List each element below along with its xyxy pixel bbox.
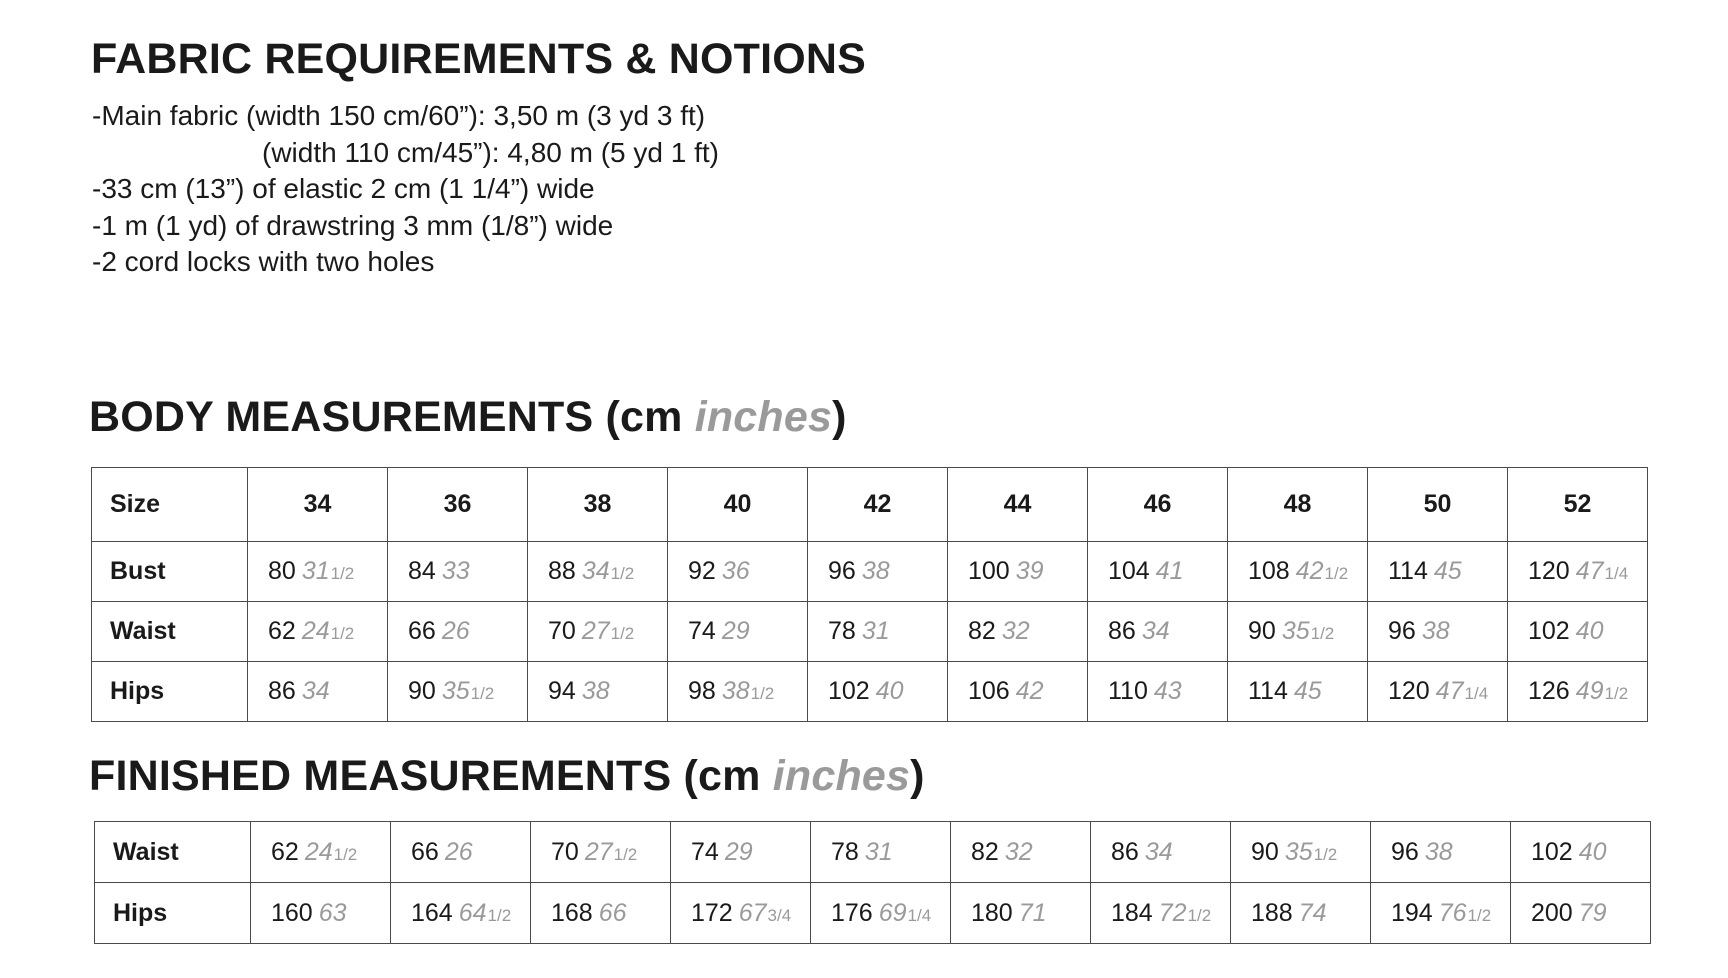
- note-line: -Main fabric (width 150 cm/60”): 3,50 m (3 yd 3 ft): [92, 100, 706, 131]
- measure-cell: [671, 822, 811, 883]
- inch-value: 35: [1284, 837, 1313, 866]
- cm-value: 90: [1248, 617, 1276, 645]
- inch-value: 40: [1578, 837, 1607, 866]
- inch-value: 24: [301, 617, 330, 645]
- measure-cell: [1228, 602, 1368, 662]
- cm-value: 200: [1531, 898, 1573, 927]
- note-line: -1 m (1 yd) of drawstring 3 mm (1/8”) wide: [92, 209, 614, 241]
- inch-fraction: 1/2: [613, 844, 638, 864]
- measure-cell: [808, 662, 948, 722]
- inch-value: 76: [1438, 898, 1467, 927]
- inch-value: 49: [1575, 677, 1604, 705]
- measure-cell: [1368, 602, 1508, 662]
- inch-value: 38: [861, 557, 890, 585]
- inch-value: 42: [1295, 557, 1324, 585]
- cm-value: 70: [551, 837, 579, 866]
- measure-cell: [531, 883, 671, 944]
- title-close: ): [910, 752, 925, 800]
- measure-cell: [531, 822, 671, 883]
- measure-cell: [948, 542, 1088, 602]
- inch-value: 38: [1424, 837, 1453, 866]
- cm-value: 88: [548, 557, 576, 585]
- measure-cell: [251, 822, 391, 883]
- table-row: [95, 883, 1651, 944]
- cm-value: 82: [968, 617, 996, 645]
- cm-value: 120: [1388, 677, 1430, 705]
- inch-fraction: 3/4: [767, 905, 792, 925]
- measure-cell: [1228, 542, 1368, 602]
- measure-cell: [391, 883, 531, 944]
- cm-value: 176: [831, 898, 873, 927]
- cm-value: 164: [411, 898, 453, 927]
- cm-value: 184: [1111, 898, 1153, 927]
- title-inches: inches: [694, 393, 833, 441]
- cm-value: 172: [691, 898, 733, 927]
- inch-value: 31: [301, 557, 330, 585]
- measure-cell: [391, 822, 531, 883]
- measure-cell: [951, 822, 1091, 883]
- measure-cell: [811, 822, 951, 883]
- inch-value: 79: [1578, 898, 1607, 927]
- measure-cell: [811, 883, 951, 944]
- measure-cell: [1508, 602, 1648, 662]
- inch-value: 69: [878, 898, 907, 927]
- inch-value: 72: [1158, 898, 1187, 927]
- inch-value: 74: [1298, 898, 1327, 927]
- inch-value: 47: [1435, 677, 1464, 705]
- measure-cell: [1511, 822, 1651, 883]
- measure-cell: [668, 662, 808, 722]
- cm-value: 102: [1528, 617, 1570, 645]
- inch-fraction: 1/2: [330, 624, 355, 643]
- measure-cell: [1508, 662, 1648, 722]
- inch-value: 36: [721, 557, 750, 585]
- inch-value: 64: [458, 898, 487, 927]
- row-label: Hips: [95, 883, 251, 944]
- measure-cell: [668, 542, 808, 602]
- cm-value: 114: [1248, 677, 1288, 705]
- body-measurements-title: [89, 393, 847, 441]
- measure-cell: [948, 662, 1088, 722]
- inch-value: 39: [1015, 557, 1044, 585]
- cm-value: 86: [268, 677, 296, 705]
- measure-cell: [1091, 883, 1231, 944]
- measure-cell: [528, 662, 668, 722]
- inch-value: 31: [864, 837, 893, 866]
- cm-value: 74: [691, 837, 719, 866]
- measure-cell: [388, 662, 528, 722]
- finished-measurements-table: [94, 821, 1651, 944]
- inch-fraction: 1/2: [1604, 684, 1629, 703]
- inch-fraction: 1/2: [1313, 844, 1338, 864]
- inch-value: 32: [1001, 617, 1030, 645]
- size-header: 50: [1368, 468, 1508, 542]
- cm-value: 120: [1528, 557, 1570, 585]
- measure-cell: [1088, 602, 1228, 662]
- size-header: 46: [1088, 468, 1228, 542]
- cm-value: 100: [968, 557, 1010, 585]
- inch-fraction: 1/4: [1464, 684, 1489, 703]
- inch-value: 34: [581, 557, 610, 585]
- inch-fraction: 1/4: [907, 905, 932, 925]
- table-row: [95, 822, 1651, 883]
- cm-value: 62: [268, 617, 296, 645]
- measure-cell: [808, 542, 948, 602]
- inch-value: 45: [1433, 557, 1462, 585]
- cm-value: 90: [1251, 837, 1279, 866]
- inch-value: 45: [1293, 677, 1322, 705]
- inch-fraction: 1/2: [1467, 905, 1492, 925]
- inch-value: 41: [1155, 557, 1184, 585]
- inch-value: 29: [724, 837, 753, 866]
- title-inches: inches: [772, 752, 911, 800]
- cm-value: 78: [828, 617, 856, 645]
- measure-cell: [388, 542, 528, 602]
- inch-value: 71: [1018, 898, 1047, 927]
- cm-value: 96: [828, 557, 856, 585]
- fabric-title: FABRIC REQUIREMENTS & NOTIONS: [91, 35, 867, 83]
- measure-cell: [1368, 662, 1508, 722]
- size-header: 48: [1228, 468, 1368, 542]
- title-close: ): [832, 393, 847, 441]
- inch-value: 35: [441, 677, 470, 705]
- measure-cell: [1231, 883, 1371, 944]
- cm-value: 86: [1111, 837, 1139, 866]
- row-label: Waist: [92, 602, 248, 662]
- cm-value: 194: [1391, 898, 1433, 927]
- cm-value: 66: [408, 617, 436, 645]
- note-line: (width 110 cm/45”): 4,80 m (5 yd 1 ft): [262, 136, 719, 168]
- inch-value: 40: [1575, 617, 1604, 645]
- measure-cell: [1088, 542, 1228, 602]
- cm-value: 160: [271, 898, 313, 927]
- inch-value: 27: [581, 617, 610, 645]
- measure-cell: [388, 602, 528, 662]
- inch-fraction: 1/2: [610, 564, 635, 583]
- inch-fraction: 1/4: [1604, 564, 1629, 583]
- measure-cell: [951, 883, 1091, 944]
- inch-value: 26: [444, 837, 473, 866]
- measure-cell: [1228, 662, 1368, 722]
- cm-value: 102: [1531, 837, 1573, 866]
- inch-value: 31: [861, 617, 890, 645]
- measure-cell: [668, 602, 808, 662]
- cm-value: 188: [1251, 898, 1293, 927]
- inch-value: 40: [875, 677, 904, 705]
- inch-fraction: 1/2: [1187, 905, 1212, 925]
- cm-value: 180: [971, 898, 1013, 927]
- size-header: 52: [1508, 468, 1648, 542]
- inch-value: 26: [441, 617, 470, 645]
- cm-value: 84: [408, 557, 436, 585]
- measure-cell: [528, 542, 668, 602]
- inch-value: 29: [721, 617, 750, 645]
- size-header: 34: [248, 468, 388, 542]
- inch-value: 66: [598, 898, 627, 927]
- cm-value: 86: [1108, 617, 1136, 645]
- measure-cell: [1371, 883, 1511, 944]
- measure-cell: [1091, 822, 1231, 883]
- inch-value: 34: [1141, 617, 1170, 645]
- measure-cell: [808, 602, 948, 662]
- inch-value: 24: [304, 837, 333, 866]
- inch-fraction: 1/2: [750, 684, 775, 703]
- inch-fraction: 1/2: [610, 624, 635, 643]
- measure-cell: [248, 662, 388, 722]
- cm-value: 98: [688, 677, 716, 705]
- title-main: FINISHED MEASUREMENTS (cm: [89, 752, 773, 800]
- inch-value: 34: [301, 677, 330, 705]
- cm-value: 70: [548, 617, 576, 645]
- table-row: [92, 542, 1648, 602]
- size-header: 36: [388, 468, 528, 542]
- measure-cell: [248, 542, 388, 602]
- inch-value: 27: [584, 837, 613, 866]
- measure-cell: [251, 883, 391, 944]
- cm-value: 90: [408, 677, 436, 705]
- cm-value: 92: [688, 557, 716, 585]
- inch-fraction: 1/2: [1324, 564, 1349, 583]
- measure-cell: [948, 602, 1088, 662]
- inch-fraction: 1/2: [333, 844, 358, 864]
- measure-cell: [248, 602, 388, 662]
- inch-value: 32: [1004, 837, 1033, 866]
- inch-fraction: 1/2: [330, 564, 355, 583]
- inch-value: 43: [1153, 677, 1182, 705]
- finished-measurements-title: [89, 752, 925, 800]
- cm-value: 66: [411, 837, 439, 866]
- row-label: Hips: [92, 662, 248, 722]
- row-label: Waist: [95, 822, 251, 883]
- table-row: [92, 662, 1648, 722]
- cm-value: 82: [971, 837, 999, 866]
- measure-cell: [1371, 822, 1511, 883]
- inch-value: 38: [1421, 617, 1450, 645]
- cm-value: 114: [1388, 557, 1428, 585]
- fabric-notes: [92, 98, 719, 281]
- inch-value: 33: [441, 557, 470, 585]
- inch-value: 63: [318, 898, 347, 927]
- cm-value: 94: [548, 677, 576, 705]
- inch-fraction: 1/2: [487, 905, 512, 925]
- table-row: [92, 602, 1648, 662]
- body-measurements-table: [91, 467, 1648, 722]
- inch-fraction: 1/2: [1310, 624, 1335, 643]
- size-header: 42: [808, 468, 948, 542]
- header-row: [92, 468, 1648, 542]
- cm-value: 96: [1388, 617, 1416, 645]
- cm-value: 126: [1528, 677, 1570, 705]
- cm-value: 78: [831, 837, 859, 866]
- cm-value: 96: [1391, 837, 1419, 866]
- cm-value: 80: [268, 557, 296, 585]
- cm-value: 74: [688, 617, 716, 645]
- inch-value: 67: [738, 898, 767, 927]
- inch-value: 35: [1281, 617, 1310, 645]
- inch-value: 34: [1144, 837, 1173, 866]
- size-label: Size: [92, 468, 248, 542]
- inch-fraction: 1/2: [470, 684, 495, 703]
- inch-value: 38: [581, 677, 610, 705]
- measure-cell: [1508, 542, 1648, 602]
- inch-value: 47: [1575, 557, 1604, 585]
- row-label: Bust: [92, 542, 248, 602]
- cm-value: 104: [1108, 557, 1150, 585]
- measure-cell: [1511, 883, 1651, 944]
- size-header: 40: [668, 468, 808, 542]
- measure-cell: [1368, 542, 1508, 602]
- cm-value: 62: [271, 837, 299, 866]
- measure-cell: [1088, 662, 1228, 722]
- cm-value: 108: [1248, 557, 1290, 585]
- title-main: BODY MEASUREMENTS (cm: [89, 393, 695, 441]
- cm-value: 102: [828, 677, 870, 705]
- cm-value: 106: [968, 677, 1010, 705]
- inch-value: 42: [1015, 677, 1044, 705]
- measure-cell: [528, 602, 668, 662]
- measure-cell: [1231, 822, 1371, 883]
- measure-cell: [671, 883, 811, 944]
- note-line: -2 cord locks with two holes: [92, 246, 435, 277]
- size-header: 44: [948, 468, 1088, 542]
- cm-value: 110: [1108, 677, 1148, 705]
- size-header: 38: [528, 468, 668, 542]
- cm-value: 168: [551, 898, 593, 927]
- inch-value: 38: [721, 677, 750, 705]
- note-line: -33 cm (13”) of elastic 2 cm (1 1/4”) wide: [92, 173, 595, 204]
